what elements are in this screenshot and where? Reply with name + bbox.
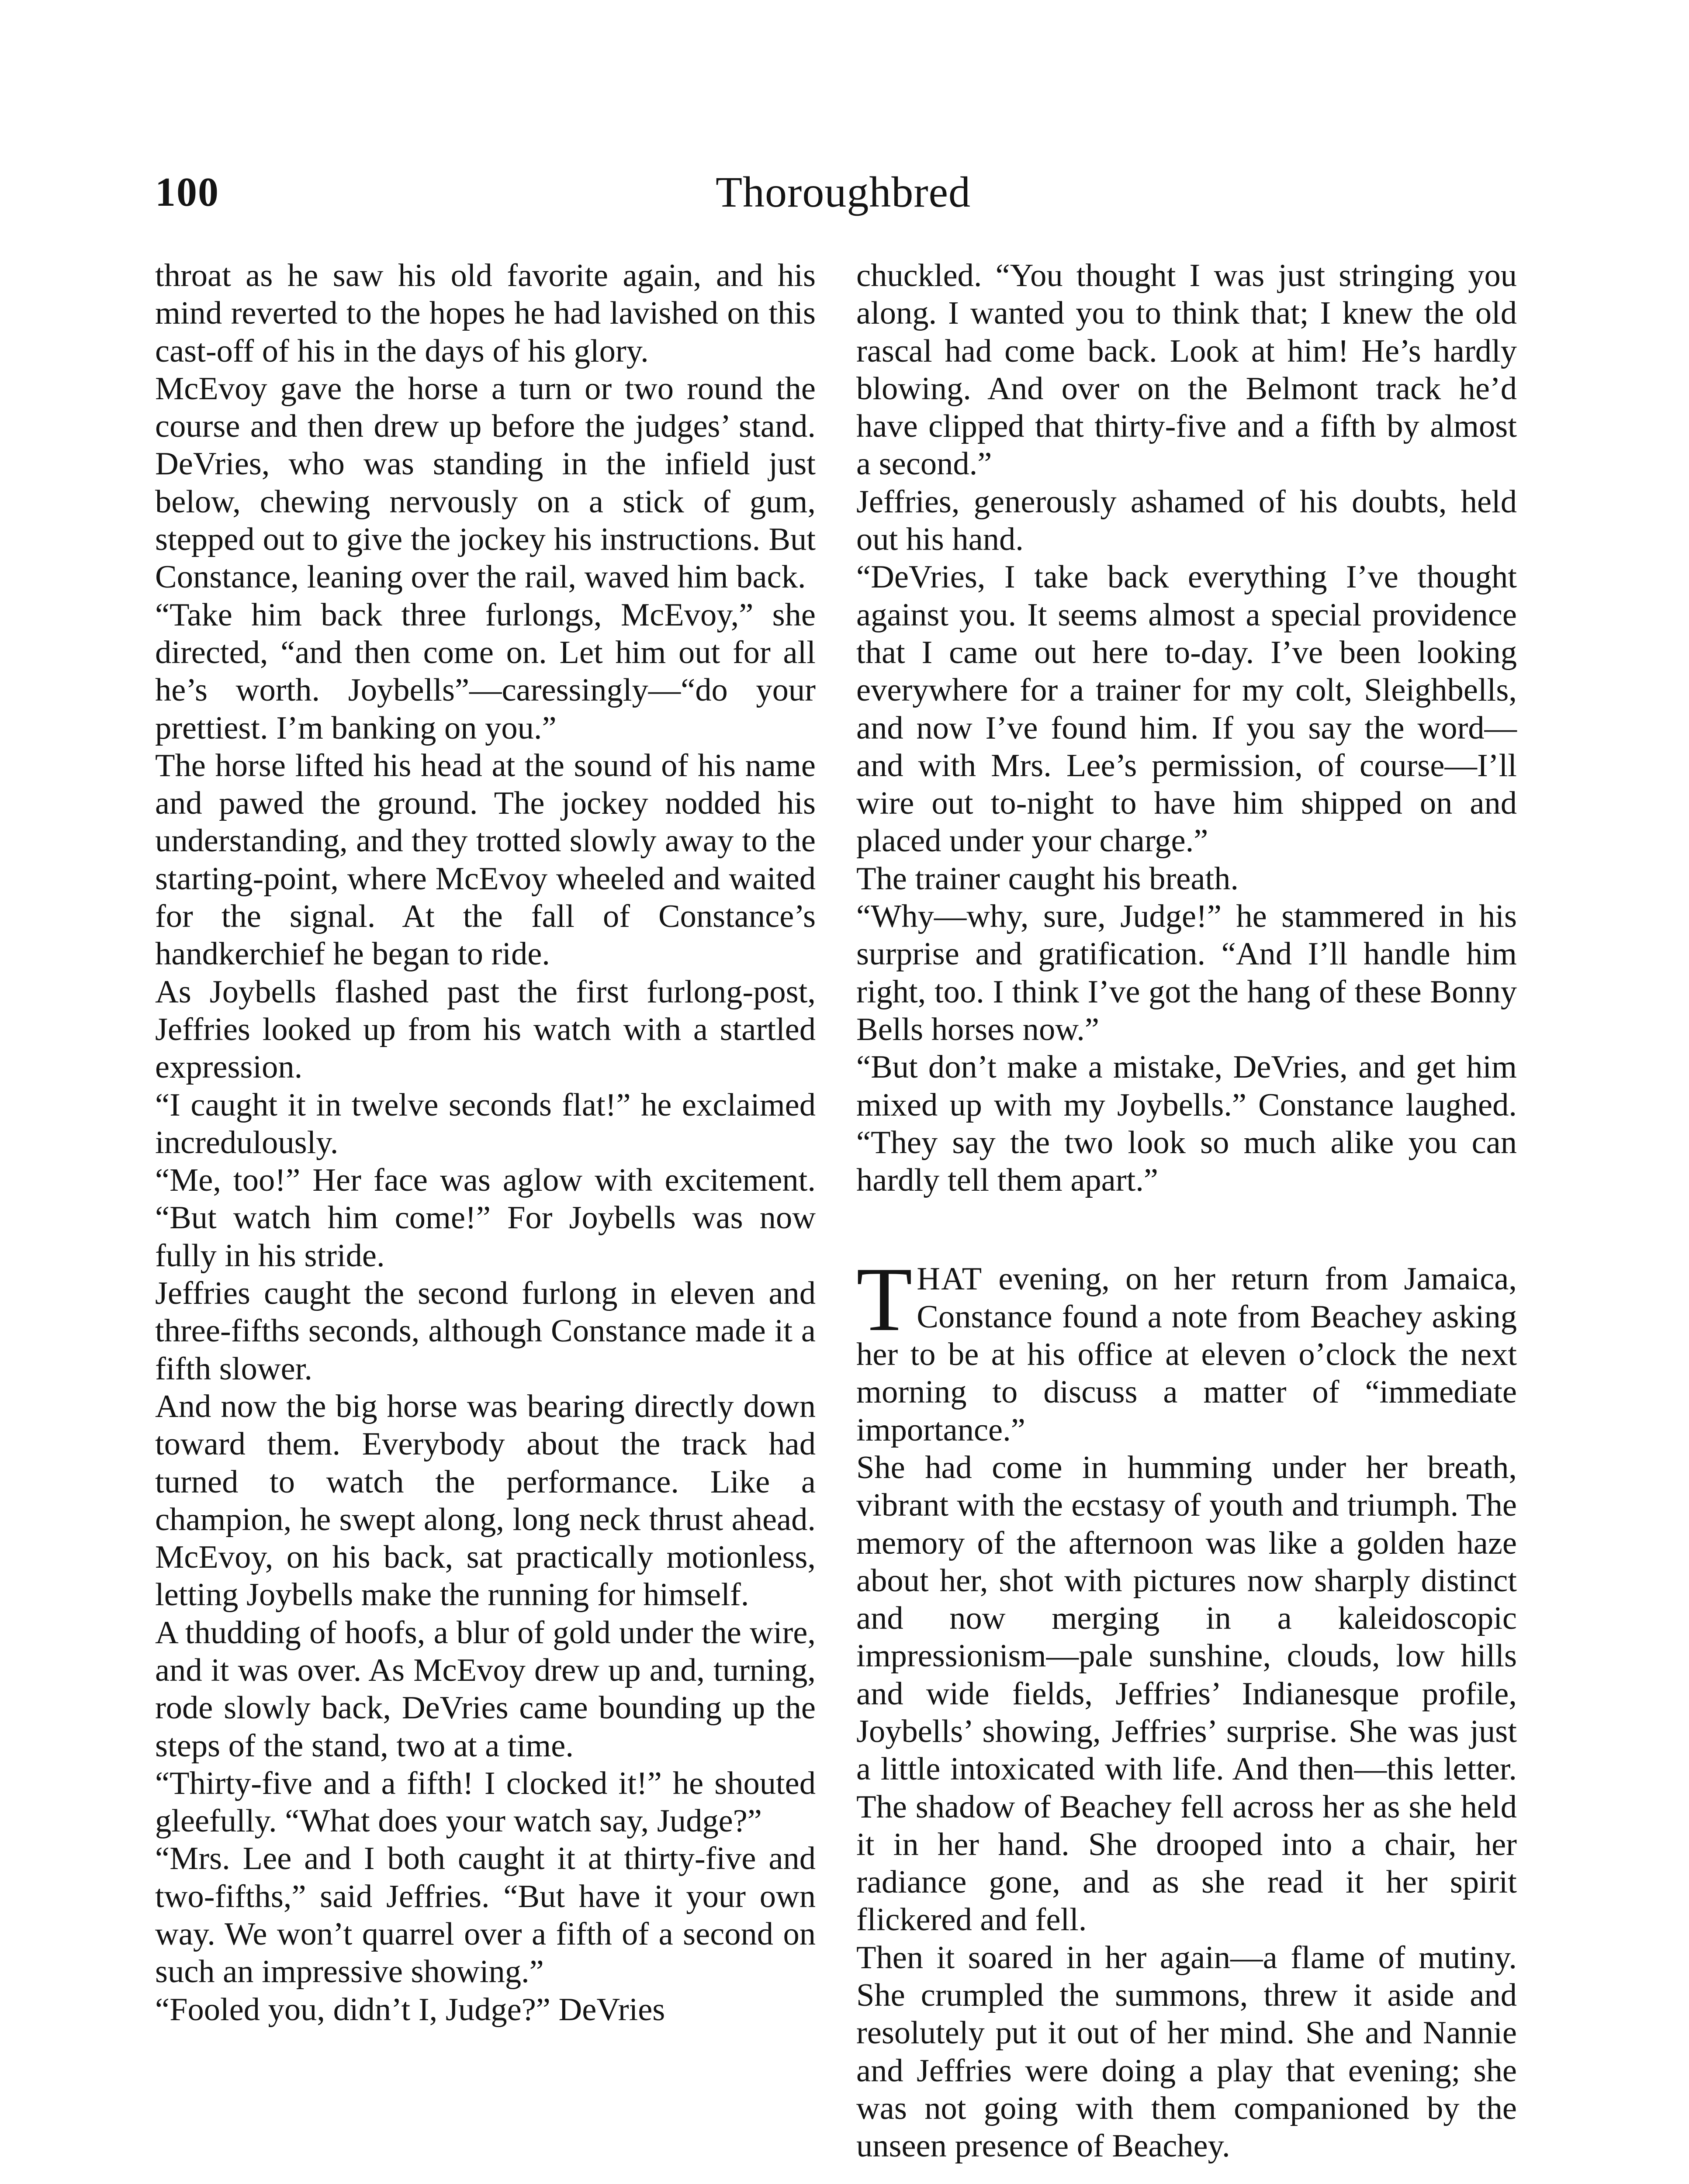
small-caps-lead: HAT	[917, 1261, 983, 1297]
paragraph: “Take him back three furlongs, McEvoy,” she directed, “and then come on. Let him out for all he’s worth. Joybells”—caressingly—“do your prettiest. I’m banking on you.”	[155, 597, 816, 746]
paragraph: A thudding of hoofs, a blur of gold under the wire, and it was over. As McEvoy drew up and, turning, rode slowly back, DeVries came bounding up the steps of the stand, two at a time.	[155, 1614, 816, 1764]
paragraph: McEvoy gave the horse a turn or two round the course and then drew up before the judges’ stand. DeVries, who was standing in the infield just below, chewing nervously on a stick of gum, stepped out to give the jockey his instructions. But Constance, leaning over the rail, waved him back.	[155, 370, 816, 595]
section-opening-text: evening, on her return from Jamaica, Constance found a note from Beachey asking her to be at his office at eleven o’clock the next morning to discuss a matter of “immediate importance.”	[856, 1261, 1517, 1448]
left-column	[155, 257, 816, 2028]
paragraph: Jeffries caught the second furlong in eleven and three-fifths seconds, although Constance made it a fifth slower.	[155, 1275, 816, 1387]
paragraph: And now the big horse was bearing directly down toward them. Everybody about the track had turned to watch the performance. Like a champion, he swept along, long neck thrust ahead. McEvoy, on his back, sat practically motionless, letting Joybells make the running for himself.	[155, 1388, 816, 1613]
paragraph: “Thirty-five and a fifth! I clocked it!” he shouted gleefully. “What does your watch say, Judge?”	[155, 1765, 816, 1839]
paragraph: Then it soared in her again—a flame of mutiny. She crumpled the summons, threw it aside and resolutely put it out of her mind. She and Nannie and Jeffries were doing a play that evening; she was not going with them companioned by the unseen presence of Beachey.	[856, 1939, 1517, 2164]
page-header	[155, 162, 1531, 223]
paragraph: She had come in humming under her breath, vibrant with the ecstasy of youth and triumph. The memory of the afternoon was like a golden haze about her, shot with pictures now sharply distinct and now merging in a kaleidoscopic impressionism—pale sunshine, clouds, low hills and wide fields, Jeffries’ Indianesque profile, Joybells’ showing, Jeffries’ surprise. She was just a little intoxicated with life. And then—this letter. The shadow of Beachey fell across her as she held it in her hand. She drooped into a chair, her radiance gone, and as she read it her spirit flickered and fell.	[856, 1449, 1517, 1938]
paragraph: chuckled. “You thought I was just stringing you along. I wanted you to think that; I knew the old rascal had come back. Look at him! He’s hardly blowing. And over on the Belmont track he’d have clipped that thirty-five and a fifth by almost a second.”	[856, 258, 1517, 482]
page-number: 100	[155, 169, 219, 215]
running-title: Thoroughbred	[715, 168, 971, 216]
paragraph: throat as he saw his old favorite again, and his mind reverted to the hopes he had lavished on this cast-off of his in the days of his glory.	[155, 258, 816, 369]
paragraph: The horse lifted his head at the sound of his name and pawed the ground. The jockey nodded his understanding, and they trotted slowly away to the starting-point, where McEvoy wheeled and waited for the signal. At the fall of Constance’s handkerchief he began to ride.	[155, 747, 816, 972]
drop-cap: T	[856, 1249, 913, 1351]
section-opening-paragraph	[856, 1249, 1517, 1448]
paragraph: The trainer caught his breath.	[856, 860, 1239, 897]
paragraph: “Why—why, sure, Judge!” he stammered in his surprise and gratification. “And I’ll handle him right, too. I think I’ve got the hang of these Bonny Bells horses now.”	[856, 898, 1517, 1047]
paragraph: “Me, too!” Her face was aglow with excitement. “But watch him come!” For Joybells was now fully in his stride.	[155, 1162, 816, 1274]
paragraph: Jeffries, generously ashamed of his doubts, held out his hand.	[856, 484, 1517, 558]
right-column	[856, 257, 1517, 2165]
paragraph: “But don’t make a mistake, DeVries, and get him mixed up with my Joybells.” Constance laughed. “They say the two look so much alike you can hardly tell them apart.”	[856, 1049, 1517, 1199]
paragraph: As Joybells flashed past the first furlong-post, Jeffries looked up from his watch with a startled expression.	[155, 974, 816, 1085]
paragraph: “Fooled you, didn’t I, Judge?” DeVries	[155, 1991, 665, 2028]
paragraph: “I caught it in twelve seconds flat!” he exclaimed incredulously.	[155, 1087, 816, 1161]
paragraph: “Mrs. Lee and I both caught it at thirty-five and two-fifths,” said Jeffries. “But have it your own way. We won’t quarrel over a fifth of a second on such an impressive showing.”	[155, 1841, 816, 1990]
paragraph: “DeVries, I take back everything I’ve thought against you. It seems almost a special providence that I came out here to-day. I’ve been looking everywhere for a trainer for my colt, Sleighbells, and now I’ve found him. If you say the word—and with Mrs. Lee’s permission, of course—I’ll wire out to-night to have him shipped on and placed under your charge.”	[856, 559, 1517, 859]
